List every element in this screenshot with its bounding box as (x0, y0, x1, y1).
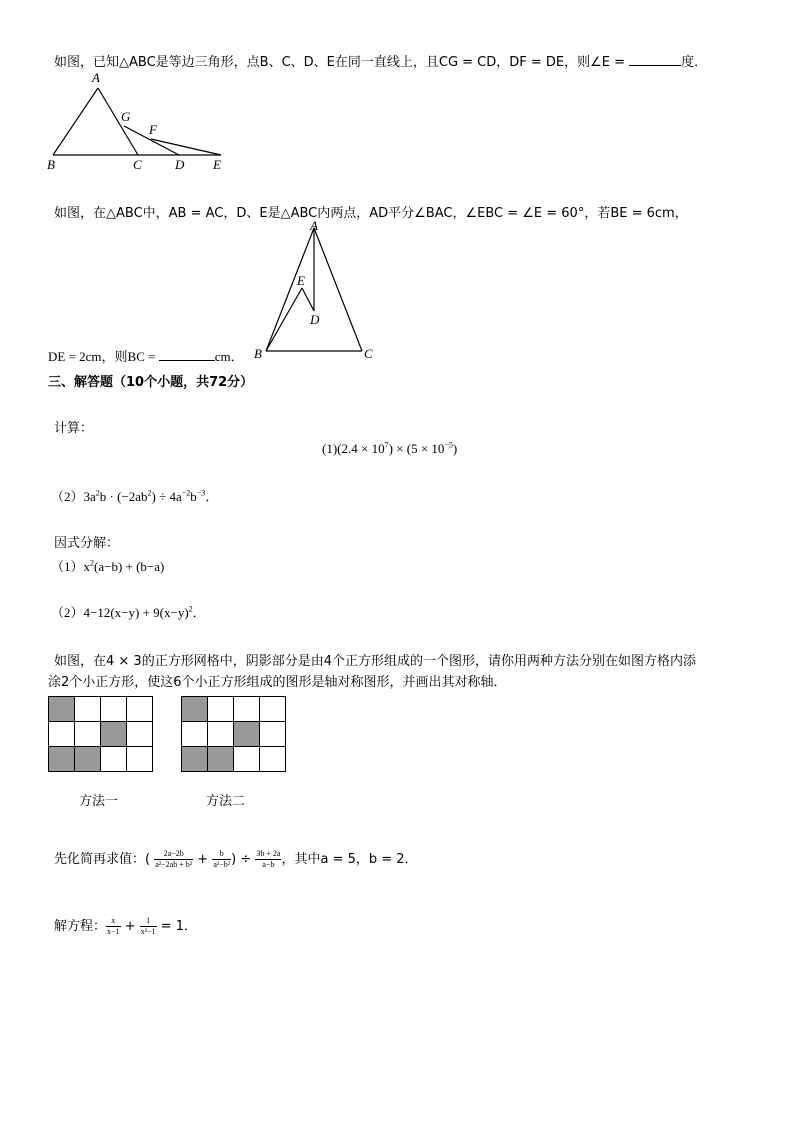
grid-cell-shaded[interactable] (49, 697, 75, 722)
section-title: 三、解答题（10个小题，共72分） (48, 375, 254, 390)
q1-side-ac (98, 88, 138, 155)
q6-fraction-1: $\frac{2a-2b}{\text{a²−2ab + b²}}$ (155, 849, 193, 869)
q2-label-c: C (364, 346, 373, 361)
grid-cell[interactable] (208, 697, 234, 722)
q1-answer-blank[interactable] (629, 52, 681, 66)
q6-fraction-3: $\frac{3b + 2a}{a-b}$ (256, 849, 281, 869)
q5-line1: 如图，在4 × 3的正方形网格中，阴影部分是由4个正方形组成的一个图形，请你用两种方法分别在如图方格内添 (54, 654, 696, 669)
grid-cell[interactable] (234, 747, 260, 772)
q6-fraction-2: $\frac{b}{\text{a²−b²}}$ (213, 849, 231, 869)
grid-cell-shaded[interactable] (208, 747, 234, 772)
grid-cell[interactable] (101, 697, 127, 722)
q1-label-f: F (149, 122, 157, 137)
grid-cell[interactable] (260, 722, 286, 747)
q2-answer-blank[interactable] (159, 347, 215, 361)
q1-label-g: G (121, 109, 131, 124)
q1-text-main: 如图，已知△ABC是等边三角形，点B、C、D、E在同一直线上，且CG = CD，DF = DE，则∠E = (54, 55, 630, 70)
grid-cell[interactable] (182, 722, 208, 747)
q2-text-line2 (48, 346, 244, 365)
q1-label-e: E (213, 157, 221, 172)
grid-cell-shaded[interactable] (234, 722, 260, 747)
q4-heading: 因式分解： (54, 536, 120, 551)
q5-grid-method2 (181, 696, 286, 772)
q5-grid-method1 (48, 696, 153, 772)
q1-side-ab (53, 88, 98, 155)
grid-cell[interactable] (75, 722, 101, 747)
q1-text-unit: 度． (681, 55, 708, 70)
q2-side-ab (266, 228, 314, 351)
q2-text: 如图，在△ABC中，AB = AC，D、E是△ABC内两点，AD平分∠BAC，∠EBC = ∠E = 60°，若BE = 6cm， (54, 206, 688, 221)
q3-heading: 计算： (54, 421, 94, 436)
grid-cell-shaded[interactable] (101, 722, 127, 747)
q2-label-a: A (310, 218, 318, 233)
grid-cell[interactable] (208, 722, 234, 747)
grid-cell[interactable] (101, 747, 127, 772)
q7-text: 解方程： $\frac{x}{x-1}$ + $\frac{1}{\text{x²−1}}$ = 1． (54, 916, 198, 936)
q1-segment-fe (151, 139, 221, 155)
q2-segment-ed (302, 288, 314, 311)
q3-part1: $(1)(2.4 \times 10^7) \times (5 \times 10^{-5})$ (322, 440, 458, 456)
q2-label-b: B (254, 346, 262, 361)
q6-text: 先化简再求值：( $\frac{2a-2b}{\text{a²−2ab + b²}}$ + $\frac{b}{\text{a²−b²}}$ ) ÷ $\frac{3b + 2a}{a-b}$ ，其中a = 5，b = 2． (54, 849, 418, 869)
q1-label-d: D (175, 157, 185, 172)
q2-segment-be (266, 288, 302, 351)
q1-label-c: C (133, 157, 142, 172)
q3-part2: $(2)3a^2b \cdot (-2ab^2) \div 4a^{-2}b^{-3}$． (51, 488, 219, 504)
grid-cell[interactable] (260, 747, 286, 772)
q5-method2-label: 方法二 (206, 794, 246, 809)
q7-fraction-1: $\frac{x}{x-1}$ (107, 916, 120, 936)
grid-cell[interactable] (127, 747, 153, 772)
q2-text-main: DE = 2cm，则BC = (48, 349, 159, 364)
grid-cell[interactable] (260, 697, 286, 722)
q7-fraction-2: $\frac{1}{\text{x²−1}}$ (140, 916, 156, 936)
q5-method1-label: 方法一 (79, 794, 119, 809)
grid-cell[interactable] (234, 697, 260, 722)
q2-text-unit: cm． (214, 349, 244, 364)
grid-cell-shaded[interactable] (182, 697, 208, 722)
grid-cell[interactable] (127, 722, 153, 747)
grid-cell[interactable] (49, 722, 75, 747)
grid-cell[interactable] (127, 697, 153, 722)
q5-line2: 涂2个小正方形，使这6个小正方形组成的图形是轴对称图形，并画出其对称轴． (48, 675, 507, 690)
q1-label-b: B (47, 157, 55, 172)
grid-cell[interactable] (75, 697, 101, 722)
q2-label-e: E (297, 273, 305, 288)
grid-cell-shaded[interactable] (75, 747, 101, 772)
q2-label-d: D (310, 312, 320, 327)
q2-triangle-figure (248, 218, 388, 363)
q1-triangle-figure (40, 68, 240, 173)
grid-cell-shaded[interactable] (49, 747, 75, 772)
q1-label-a: A (92, 70, 100, 85)
q4-part2: $(2)4-12(x-y) + 9(x-y)^2$． (51, 604, 206, 620)
q2-side-ac (314, 228, 362, 351)
q4-part1: $(1)x^2(a-b) + (b-a)$ (51, 558, 165, 574)
grid-cell-shaded[interactable] (182, 747, 208, 772)
